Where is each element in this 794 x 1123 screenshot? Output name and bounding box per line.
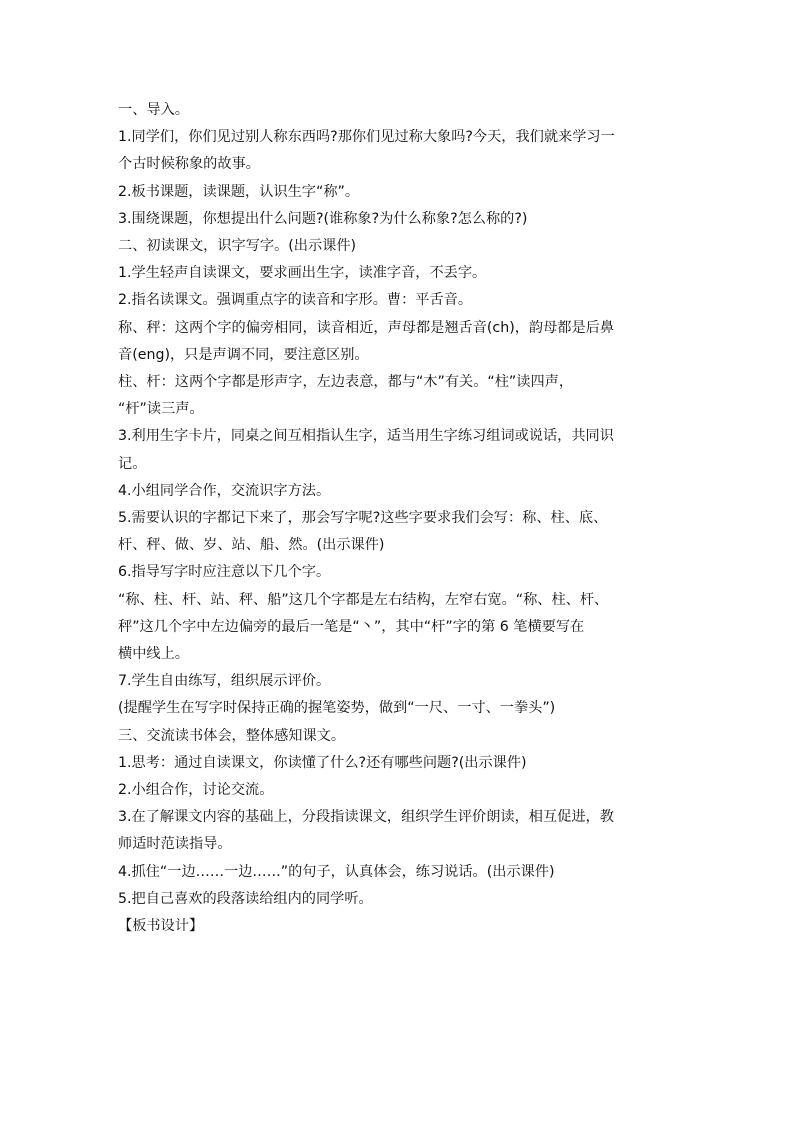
paragraph-line: “杆”读三声。 — [118, 401, 204, 418]
paragraph-line: 4.小组同学合作，交流识字方法。 — [118, 482, 331, 499]
paragraph-line: 个古时候称象的故事。 — [118, 156, 260, 173]
paragraph-line: 7.学生自由练写，组织展示评价。 — [118, 673, 331, 690]
paragraph-line: 2.小组合作，讨论交流。 — [118, 782, 274, 799]
paragraph-line: 师适时范读指导。 — [118, 836, 232, 853]
paragraph-line: 1.学生轻声自读课文，要求画出生字，读准字音，不丢字。 — [118, 265, 487, 282]
paragraph-line: 3.利用生字卡片，同桌之间互相指认生字，适当用生字练习组词或说话，共同识 — [118, 428, 614, 445]
paragraph-line: 2.指名读课文。强调重点字的读音和字形。曹：平舌音。 — [118, 292, 473, 309]
paragraph-line: 1.同学们，你们见过别人称东西吗?那你们见过称大象吗?今天，我们就来学习一 — [118, 129, 615, 146]
paragraph-line: 6.指导写字时应注意以下几个字。 — [118, 564, 331, 581]
paragraph-line: 音(eng)，只是声调不同，要注意区别。 — [118, 346, 369, 363]
paragraph-line: 秤”这几个字中左边偏旁的最后一笔是“丶”，其中“杆”字的第 6 笔横要写在 — [118, 618, 585, 635]
paragraph-line: 5.需要认识的字都记下来了，那会写字呢?这些字要求我们会写：称、柱、底、 — [118, 510, 608, 527]
paragraph-line: 称、秤：这两个字的偏旁相同，读音相近，声母都是翘舌音(ch)，韵母都是后鼻 — [118, 319, 615, 336]
paragraph-line: 2.板书课题，读课题，认识生字“称”。 — [118, 183, 360, 200]
section-heading-reading-exchange: 三、交流读书体会，整体感知课文。 — [118, 727, 346, 744]
document-body — [118, 97, 678, 940]
paragraph-line: 3.围绕课题，你想提出什么问题?(谁称象?为什么称象?怎么称的?) — [118, 210, 528, 227]
paragraph-line: 3.在了解课文内容的基础上，分段指读课文，组织学生评价朗读，相互促进，教 — [118, 809, 614, 826]
paragraph-line: “称、柱、杆、站、秤、船”这几个字都是左右结构，左窄右宽。“称、柱、杆、 — [118, 591, 609, 608]
paragraph-line: (提醒学生在写字时保持正确的握笔姿势，做到“一尺、一寸、一拳头”) — [118, 700, 556, 717]
board-design-heading: 【板书设计】 — [118, 918, 204, 935]
paragraph-line: 横中线上。 — [118, 646, 189, 663]
section-heading-intro: 一、导入。 — [118, 102, 189, 118]
paragraph-line: 1.思考：通过自读课文，你读懂了什么?还有哪些问题?(出示课件) — [118, 754, 527, 771]
paragraph-line: 柱、杆：这两个字都是形声字，左边表意，都与“木”有关。“柱”读四声， — [118, 374, 574, 391]
paragraph-line: 记。 — [118, 455, 147, 472]
section-heading-first-reading: 二、初读课文，识字写字。(出示课件) — [118, 238, 357, 255]
paragraph-line: 5.把自己喜欢的段落读给组内的同学听。 — [118, 890, 373, 907]
paragraph-line: 4.抓住“一边……一边……”的句子，认真体会，练习说话。(出示课件) — [118, 863, 555, 880]
paragraph-line: 杆、秤、做、岁、站、船、然。(出示课件) — [118, 537, 385, 554]
